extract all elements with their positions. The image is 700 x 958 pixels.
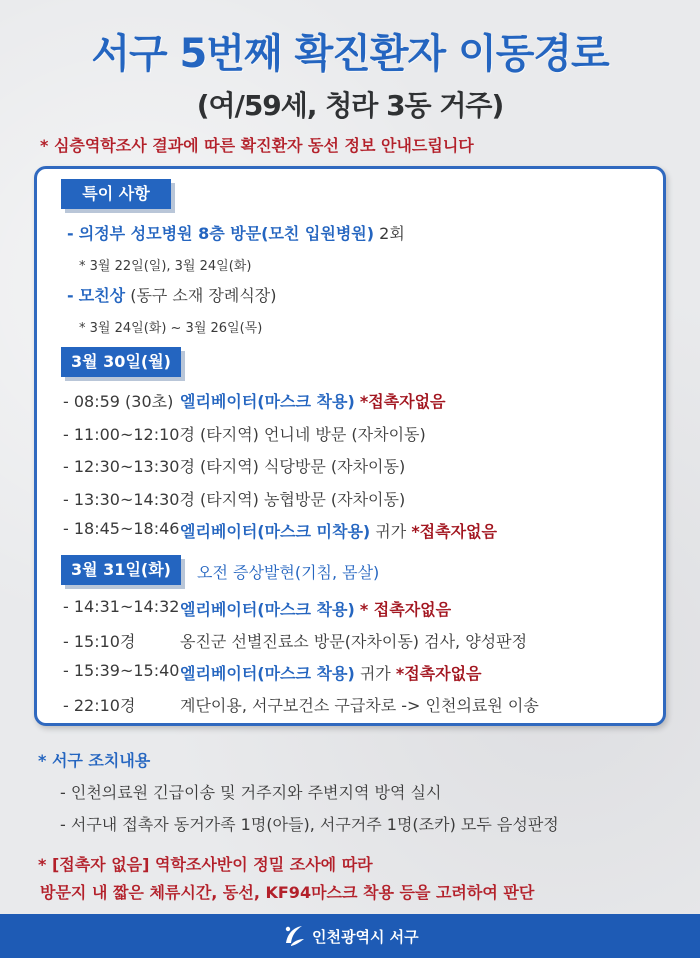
day2-symptom: 오전 증상발현(기침, 몸살) (197, 563, 380, 582)
day2-row-4-detail: 계단이용, 서구보건소 구급차로 -> 인천의료원 이송 (180, 696, 539, 715)
incheon-seogu-logo-icon (282, 923, 306, 949)
measures-line-2: - 서구내 접촉자 동거가족 1명(아들), 서구거주 1명(조카) 모두 음성판정 (60, 815, 559, 834)
special-item-1-dates: * 3월 22일(일), 3월 24일(화) (79, 259, 252, 274)
day1-row-3-time: - 12:30~13:30경 (63, 457, 195, 476)
special-item-2-dates: * 3월 24일(화) ~ 3월 26일(목) (79, 321, 263, 336)
day2-row-3 (63, 661, 179, 680)
day1-row-1-contact: *접촉자없음 (359, 392, 446, 411)
route-card (34, 166, 666, 726)
day2-row-3-time: - 15:39~15:40 (63, 661, 180, 680)
day2-row-4 (63, 693, 135, 716)
day1-tag: 3월 30일(월) (61, 347, 181, 377)
special-item-2 (67, 283, 277, 306)
day1-row-1-elevator: 엘리베이터(마스크 착용) (180, 392, 355, 411)
day1-row-5-detail (180, 519, 497, 542)
special-item-1 (67, 221, 405, 244)
day2-row-3-elevator: 엘리베이터(마스크 착용) (180, 664, 355, 683)
page-title: 서구 5번째 확진환자 이동경로 (91, 31, 609, 77)
notice-text: * 심층역학조사 결과에 따른 확진환자 동선 정보 안내드립니다 (40, 136, 474, 155)
measures-title: * 서구 조치내용 (38, 751, 151, 770)
special-item-2-place: (동구 소재 장례식장) (125, 286, 277, 305)
day1-row-3 (63, 454, 405, 477)
day1-row-4-text: (타지역) 농협방문 (자차이동) (194, 490, 406, 509)
day2-row-1-elevator: 엘리베이터(마스크 착용) (180, 600, 355, 619)
day2-row-1-contact: * 접촉자없음 (359, 600, 452, 619)
day1-row-2-time: - 11:00~12:10경 (63, 425, 195, 444)
day2-row-3-detail (180, 661, 482, 684)
special-item-1-count: 2회 (374, 224, 405, 243)
day1-row-2 (63, 422, 426, 445)
special-item-1-dash: - (67, 224, 74, 243)
day1-row-5 (63, 519, 179, 538)
special-item-1-place: 의정부 성모병원 8층 방문(모친 입원병원) (78, 224, 375, 243)
day1-row-4 (63, 487, 405, 510)
day1-row-1 (63, 389, 173, 412)
day2-row-1-detail (180, 597, 451, 620)
day2-row-1-time: - 14:31~14:32 (63, 597, 180, 616)
day1-row-4-time: - 13:30~14:30경 (63, 490, 195, 509)
special-item-2-dash: - (67, 286, 74, 305)
day2-tag: 3월 31일(화) (61, 555, 181, 585)
special-tag: 특이 사항 (61, 179, 171, 209)
day1-row-5-time: - 18:45~18:46 (63, 519, 180, 538)
day1-row-5-contact: *접촉자없음 (411, 522, 497, 541)
day2-row-1 (63, 597, 179, 616)
day1-row-2-text: (타지역) 언니네 방문 (자차이동) (194, 425, 426, 444)
day1-row-1-time: - 08:59 (30초) (63, 392, 174, 411)
day2-row-4-time: - 22:10경 (63, 696, 136, 715)
day2-row-3-mid: 귀가 (354, 664, 396, 683)
footer-logo-text: 인천광역시 서구 (312, 927, 419, 946)
page-subtitle: (여/59세, 청라 3동 거주) (196, 89, 504, 122)
footnote-line-2: 방문지 내 짧은 체류시간, 동선, KF94마스크 착용 등을 고려하여 판단 (40, 883, 535, 902)
footer-bar (0, 914, 700, 958)
special-item-2-event: 모친상 (78, 286, 126, 305)
day1-row-5-elevator: 엘리베이터(마스크 미착용) (180, 522, 371, 541)
day2-row-3-contact: *접촉자없음 (395, 664, 482, 683)
footnote-line-1: * [접촉자 없음] 역학조사반이 정밀 조사에 따라 (38, 855, 373, 874)
day1-row-3-text: (타지역) 식당방문 (자차이동) (194, 457, 406, 476)
measures-line-1: - 인천의료원 긴급이송 및 거주지와 주변지역 방역 실시 (60, 783, 442, 802)
day2-row-2-time: - 15:10경 (63, 632, 136, 651)
footer-logo (282, 922, 419, 950)
day1-row-5-mid: 귀가 (370, 522, 412, 541)
day1-row-1-detail (180, 389, 446, 412)
day2-row-2-detail: 옹진군 선별진료소 방문(자차이동) 검사, 양성판정 (180, 632, 528, 651)
day2-row-2 (63, 629, 135, 652)
